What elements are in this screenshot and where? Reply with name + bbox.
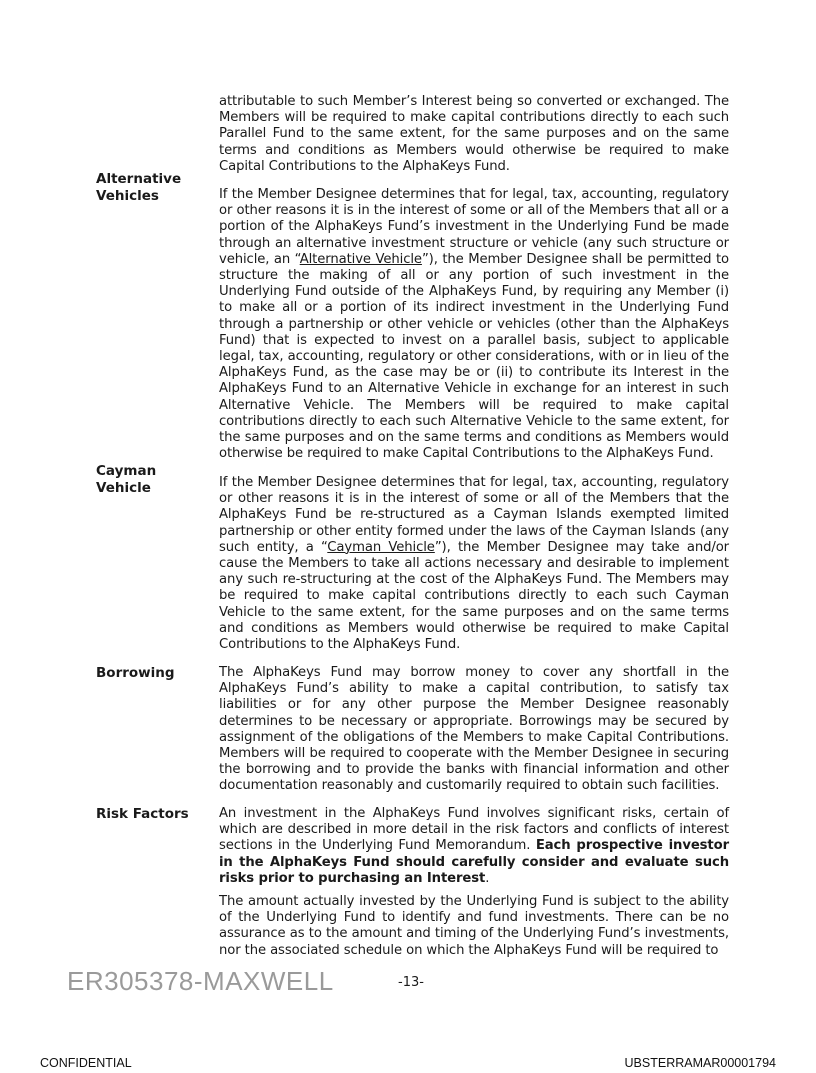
continuation-paragraph: attributable to such Member’s Interest being so converted or exchanged. The Members will be required to make capital contributions directly to each such Parallel Fund to the same extent, for the same purposes and on the same terms and conditions as Members would otherwise be required to make Capital Contributions to the AlphaKeys Fund.	[219, 94, 729, 174]
confidential-label: CONFIDENTIAL	[40, 1056, 132, 1070]
risk-factors-label: Risk Factors	[96, 806, 189, 822]
cayman-text-part2: ”), the Member Designee may take and/or cause the Members to take all actions necessary and desirable to implement any such re-structuring at the cost of the AlphaKeys Fund. The Members may be required to make capital contributions directly to each such Cayman Vehicle to the same extent, for the same purposes and on the same terms and conditions as Members would otherwise be required to make Capital Contributions to the AlphaKeys Fund.	[219, 539, 729, 653]
cayman-vehicle-label	[96, 463, 214, 497]
cayman-label-line2: Vehicle	[96, 480, 151, 496]
cayman-text-part1: If the Member Designee determines that for legal, tax, accounting, regulatory or other reasons it is in the interest of some or all of the Members that the AlphaKeys Fund be re-structured as a Cayman Islands exempted limited partnership or other entity formed under the laws of the Cayman Islands (any such entity, a “	[219, 475, 729, 555]
risk-text-bold: Each prospective investor in the AlphaKeys Fund should carefully consider and evaluate such risks prior to purchasing an Interest	[219, 838, 729, 886]
alternative-vehicles-text	[219, 187, 729, 462]
continuation-text	[219, 94, 729, 175]
borrowing-label: Borrowing	[96, 665, 175, 681]
alternative-label-line2: Vehicles	[96, 188, 159, 204]
bates-number: UBSTERRAMAR00001794	[624, 1056, 776, 1070]
risk-text-plain: An investment in the AlphaKeys Fund involves significant risks, certain of which are described in more detail in the risk factors and conflicts of interest sections in the Underlying Fund Memorandum.	[219, 806, 729, 854]
cayman-vehicle-text	[219, 475, 729, 653]
cayman-label-line1: Cayman	[96, 463, 157, 479]
alternative-vehicles-paragraph	[219, 187, 729, 462]
cayman-vehicle-term: Cayman Vehicle	[327, 539, 435, 555]
borrowing-paragraph: The AlphaKeys Fund may borrow money to cover any shortfall in the AlphaKeys Fund’s ability to make a capital contribution, to satisfy tax liabilities or for any other purpose the Member Designee reasonably determines to be necessary or appropriate. Borrowings may be secured by assignment of the obligations of the Members to make Capital Contributions. Members will be required to cooperate with the Member Designee in securing the borrowing and to provide the banks with financial information and other documentation reasonably and customarily required to obtain such facilities.	[219, 665, 729, 794]
alternative-vehicles-label	[96, 171, 214, 205]
alternative-text-part1: If the Member Designee determines that for legal, tax, accounting, regulatory or other reasons it is in the interest of some or all of the Members that all or a portion of the AlphaKeys Fund’s investment in the Underlying Fund be made through an alternative investment structure or vehicle (any such structure or vehicle, an “	[219, 187, 729, 267]
document-id-watermark: ER305378-MAXWELL	[67, 966, 334, 996]
alternative-text-part2: ”), the Member Designee shall be permitted to structure the making of all or any portion of such investment in the Underlying Fund outside of the AlphaKeys Fund, by requiring any Member (i) to make all or a portion of its indirect investment in the Underlying Fund through a partnership or other vehicle or vehicles (other than the AlphaKeys Fund) that is expected to invest on a parallel basis, subject to applicable legal, tax, accounting, regulatory or other considerations, with or in lieu of the AlphaKeys Fund, as the case may be or (ii) to contribute its Interest in the AlphaKeys Fund to an Alternative Vehicle in exchange for an interest in such Alternative Vehicle. The Members will be required to make capital contributions directly to each such Alternative Vehicle to the same extent, for the same purposes and on the same terms and conditions as Members would otherwise be required to make Capital Contributions to the AlphaKeys Fund.	[219, 251, 729, 462]
alternative-label-line1: Alternative	[96, 171, 182, 187]
alternative-vehicle-term: Alternative Vehicle	[299, 251, 422, 267]
risk-paragraph-2: The amount actually invested by the Underlying Fund is subject to the ability of the Underlying Fund to identify and fund investments. There can be no assurance as to the amount and timing of the Underlying Fund’s investments, nor the associated schedule on which the AlphaKeys Fund will be required to	[219, 894, 729, 958]
page-number: -13-	[398, 975, 424, 990]
borrowing-text	[219, 665, 729, 795]
risk-paragraph-1	[219, 806, 729, 887]
risk-factors-text	[219, 806, 729, 959]
risk-text-end: .	[485, 870, 490, 886]
cayman-vehicle-paragraph	[219, 475, 729, 653]
